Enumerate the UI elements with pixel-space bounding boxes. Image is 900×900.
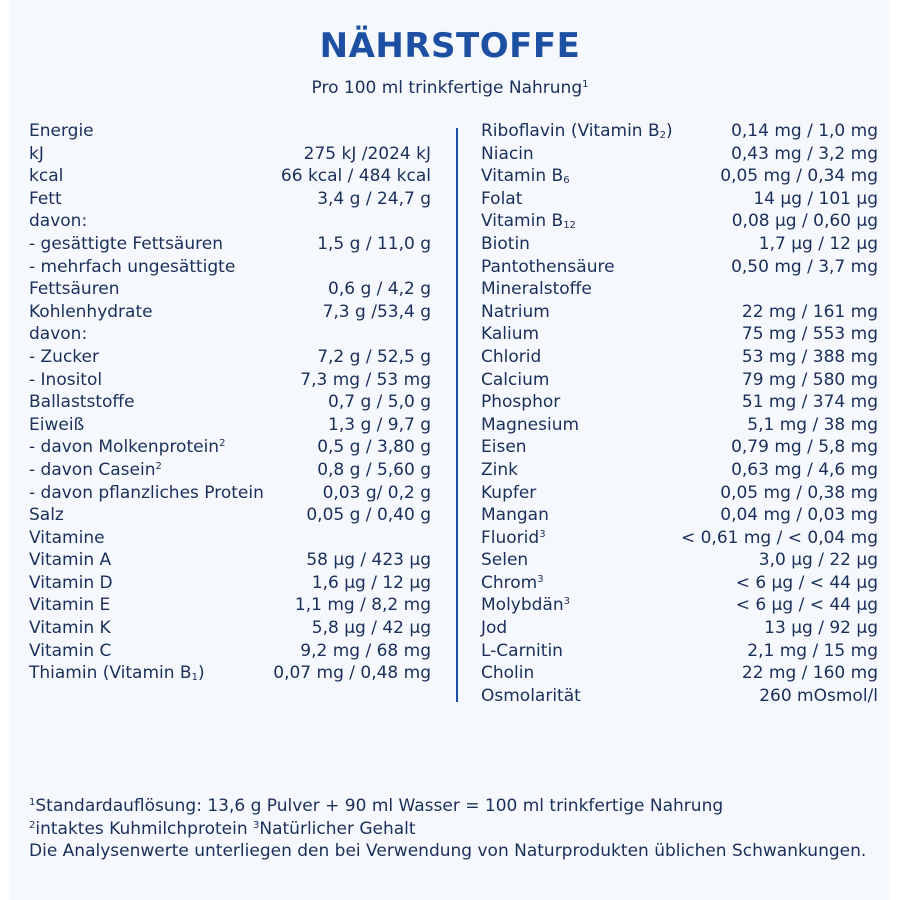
nutrient-name-suffix: )	[666, 121, 673, 141]
nutrient-name	[481, 346, 541, 369]
nutrient-value: 7,2 g / 52,5 g	[317, 346, 431, 367]
nutrient-value: 22 mg / 160 mg	[741, 663, 878, 684]
footnote-1-text: Standardauflösung: 13,6 g Pulver + 90 ml Wasser = 100 ml trinkfertige Nahrung	[35, 796, 724, 816]
nutrient-row	[481, 482, 878, 505]
nutrient-row	[481, 662, 878, 685]
footnote-mark: 2	[155, 460, 162, 472]
nutrient-name-text: Mineralstoffe	[481, 279, 592, 300]
nutrient-name-text: Natrium	[481, 301, 550, 322]
nutrient-name	[29, 617, 111, 640]
nutrient-name-text: Eisen	[481, 437, 527, 458]
footnote-2-mark: 2	[29, 819, 36, 831]
nutrient-row	[29, 436, 431, 459]
nutrient-value: 1,5 g / 11,0 g	[317, 233, 431, 254]
nutrient-name	[29, 210, 87, 233]
page-title: NÄHRSTOFFE	[319, 26, 581, 66]
nutrient-row	[29, 188, 431, 211]
nutrient-name	[481, 527, 546, 550]
nutrient-name	[29, 414, 84, 437]
nutrient-value: 13 µg / 92 µg	[764, 618, 878, 639]
nutrient-row	[29, 120, 431, 143]
nutrient-name-text: Riboflavin (Vitamin B	[481, 121, 660, 141]
nutrient-name-text: Mangan	[481, 505, 549, 526]
nutrient-name	[29, 549, 111, 572]
nutrient-name-text: - mehrfach ungesättigte	[29, 256, 236, 277]
subtitle-footnote-mark: 1	[582, 79, 589, 90]
nutrient-name-text: Vitamin B	[481, 211, 564, 232]
nutrient-row	[29, 640, 431, 663]
nutrient-value: 7,3 mg / 53 mg	[300, 369, 431, 390]
nutrient-name	[29, 662, 205, 685]
nutrient-value: 1,7 µg / 12 µg	[758, 233, 878, 254]
nutrient-name-text: Biotin	[481, 233, 530, 254]
nutrient-row	[481, 572, 878, 595]
footnote-3-text: Natürlicher Gehalt	[259, 818, 416, 839]
nutrient-value: 1,1 mg / 8,2 mg	[294, 595, 431, 616]
footnote-mark: 3	[539, 528, 546, 540]
nutrient-name-text: Vitamine	[29, 527, 105, 548]
nutrient-name-text: Vitamin A	[29, 550, 112, 571]
nutrient-name-text: - Zucker	[29, 346, 99, 367]
nutrient-name-text: kJ	[29, 143, 44, 164]
nutrient-name-text: Molybdän	[481, 595, 564, 616]
nutrient-value: 0,14 mg / 1,0 mg	[731, 121, 878, 141]
nutrient-value: 75 mg / 553 mg	[741, 324, 878, 345]
nutrient-name-text: - gesättigte Fettsäuren	[29, 233, 223, 254]
nutrient-name	[481, 459, 518, 482]
nutrient-name-text: Kupfer	[481, 482, 537, 503]
nutrient-row	[29, 572, 431, 595]
analysis-note: Die Analysenwerte unterliegen den bei Verwendung von Naturprodukten üblichen Schwankungen.	[29, 841, 867, 862]
nutrient-name	[481, 640, 563, 663]
nutrient-value: 1,3 g / 9,7 g	[328, 414, 431, 435]
nutrient-name	[481, 662, 534, 685]
nutrient-name	[29, 504, 64, 527]
nutrient-name-text: Kohlenhydrate	[29, 301, 153, 322]
footnote-mark: 3	[537, 573, 544, 585]
nutrient-value: 0,43 mg / 3,2 mg	[731, 143, 878, 164]
nutrient-value: 22 mg / 161 mg	[741, 301, 878, 322]
nutrient-row	[29, 210, 431, 233]
nutrient-value: 275 kJ /2024 kJ	[303, 143, 431, 164]
nutrient-name-text: Fett	[29, 188, 62, 209]
nutrient-name	[481, 278, 592, 301]
nutrient-value: 0,05 mg / 0,38 mg	[720, 482, 878, 503]
nutrient-name	[481, 436, 527, 459]
nutrient-name-text: Kalium	[481, 324, 540, 345]
nutrient-name	[29, 391, 135, 414]
nutrient-row	[29, 256, 431, 279]
nutrient-row	[481, 346, 878, 369]
nutrient-name-text: Vitamin B	[481, 166, 564, 187]
nutrient-name-text: Osmolarität	[481, 685, 581, 706]
nutrient-name	[481, 482, 536, 505]
nutrient-name-text: L-Carnitin	[481, 640, 563, 661]
footnote-mark: 3	[563, 596, 571, 608]
nutrient-name-text: Fettsäuren	[29, 279, 120, 300]
footnote-3-mark: 3	[253, 819, 260, 831]
nutrient-name-text: Calcium	[481, 369, 550, 390]
nutrient-name	[29, 301, 153, 324]
nutrient-name-text: Folat	[481, 188, 523, 209]
nutrient-name	[481, 414, 579, 437]
nutrient-name-text: Magnesium	[481, 414, 580, 435]
nutrient-name-text: Eiweiß	[29, 414, 85, 435]
nutrient-name-text: Jod	[481, 618, 508, 639]
nutrient-row	[29, 504, 431, 527]
nutrient-name	[481, 685, 581, 708]
nutrient-row	[481, 549, 878, 572]
nutrient-row	[481, 301, 878, 324]
nutrient-value: 0,63 mg / 4,6 mg	[731, 459, 878, 480]
nutrient-row	[481, 391, 878, 414]
nutrient-row	[29, 233, 431, 256]
nutrient-name-text: Vitamin K	[29, 618, 111, 639]
nutrient-row	[29, 391, 431, 414]
nutrient-value: 14 µg / 101 µg	[753, 188, 878, 209]
nutrient-value: < 0,61 mg / < 0,04 mg	[680, 527, 878, 548]
nutrient-name-text: Fluorid	[481, 527, 540, 548]
nutrient-name-text: Vitamin E	[29, 595, 111, 616]
nutrient-name	[29, 143, 44, 166]
nutrient-value: 260 mOsmol/l	[759, 685, 878, 706]
nutrient-row	[481, 414, 878, 437]
nutrient-name	[29, 278, 120, 301]
nutrient-row	[29, 278, 431, 301]
nutrient-name-text: Ballaststoffe	[29, 392, 135, 413]
nutrient-value: 0,08 µg / 0,60 µg	[731, 211, 878, 232]
nutrient-name	[481, 369, 549, 392]
nutrient-row	[29, 323, 431, 346]
nutrient-name	[481, 301, 550, 324]
nutrient-row	[481, 459, 878, 482]
nutrient-value: 3,0 µg / 22 µg	[758, 550, 878, 571]
page-subtitle	[0, 78, 900, 98]
nutrient-name-text: - davon Molkenprotein	[29, 437, 220, 458]
nutrient-row	[29, 165, 431, 188]
nutrient-row	[481, 323, 878, 346]
footnote-2-text: intaktes Kuhmilchprotein	[35, 818, 253, 839]
nutrient-row	[29, 301, 431, 324]
nutrient-value: 0,03 g/ 0,2 g	[322, 482, 431, 503]
nutrient-name	[481, 165, 570, 188]
subscript: 12	[563, 220, 576, 232]
nutrient-name-text: - Inositol	[29, 369, 103, 390]
nutrient-name-text: Zink	[481, 459, 518, 480]
nutrient-row	[481, 278, 878, 301]
nutrient-row	[29, 527, 431, 550]
nutrient-row	[29, 594, 431, 617]
nutrient-name-text: Vitamin C	[29, 640, 112, 661]
nutrient-value: 51 mg / 374 mg	[741, 392, 878, 413]
nutrient-name-text: Pantothensäure	[481, 256, 615, 277]
nutrient-row	[29, 369, 431, 392]
nutrient-name-text: Phosphor	[481, 392, 561, 413]
nutrient-value: < 6 µg / < 44 µg	[735, 572, 878, 593]
nutrient-row	[29, 482, 431, 505]
nutrient-value: < 6 µg / < 44 µg	[735, 595, 878, 616]
nutrient-value: 7,3 g /53,4 g	[322, 301, 431, 322]
nutrient-name	[481, 323, 539, 346]
nutrient-row	[481, 617, 878, 640]
subscript: 1	[191, 672, 198, 684]
nutrient-value: 5,1 mg / 38 mg	[747, 414, 878, 435]
nutrient-name	[481, 617, 507, 640]
nutrient-value: 0,5 g / 3,80 g	[317, 437, 431, 458]
nutrient-row	[29, 459, 431, 482]
nutrient-name	[29, 459, 162, 482]
footnotes	[29, 795, 879, 863]
nutrient-name	[29, 436, 225, 459]
nutrient-name-text: davon:	[29, 211, 88, 232]
nutrient-value: 0,50 mg / 3,7 mg	[731, 256, 878, 277]
nutrient-value: 5,8 µg / 42 µg	[311, 618, 431, 639]
nutrient-name	[29, 120, 94, 143]
nutrient-row	[29, 346, 431, 369]
nutrient-value: 58 µg / 423 µg	[306, 550, 431, 571]
nutrient-row	[29, 617, 431, 640]
footnote-2-3	[29, 818, 879, 841]
nutrient-name	[29, 346, 99, 369]
nutrient-column-left	[29, 120, 431, 685]
nutrient-value: 0,04 mg / 0,03 mg	[720, 505, 878, 526]
nutrient-name-text: kcal	[29, 166, 64, 187]
nutrient-name	[481, 256, 615, 279]
nutrient-name	[481, 504, 549, 527]
nutrient-value: 9,2 mg / 68 mg	[300, 640, 431, 661]
nutrient-row	[29, 143, 431, 166]
nutrient-name-text: Selen	[481, 550, 529, 571]
nutrient-name	[481, 549, 528, 572]
nutrient-name	[481, 188, 522, 211]
nutrient-row	[481, 143, 878, 166]
nutrient-value: 79 mg / 580 mg	[741, 369, 878, 390]
nutrient-value: 0,7 g / 5,0 g	[328, 392, 431, 413]
nutrient-name	[481, 143, 534, 166]
nutrient-row	[481, 685, 878, 708]
nutrient-row	[29, 549, 431, 572]
nutrient-row	[481, 640, 878, 663]
nutrient-row	[481, 436, 878, 459]
nutrient-value: 0,05 g / 0,40 g	[306, 505, 431, 526]
subscript: 2	[659, 130, 667, 141]
subtitle-text: Pro 100 ml trinkfertige Nahrung	[311, 78, 583, 98]
nutrient-column-right	[481, 120, 878, 707]
nutrient-name	[29, 640, 111, 663]
subscript: 6	[563, 175, 570, 187]
nutrient-name	[481, 391, 560, 414]
nutrient-name-text: Energie	[29, 121, 94, 141]
nutrient-value: 0,79 mg / 5,8 mg	[731, 437, 878, 458]
nutrient-name-text: - davon Casein	[29, 459, 156, 480]
nutrient-name	[481, 594, 570, 617]
nutrient-name-text: - davon pflanzliches Protein	[29, 482, 264, 503]
nutrient-row	[29, 662, 431, 685]
nutrient-name	[29, 256, 235, 279]
nutrient-name-text: Chlorid	[481, 346, 542, 367]
nutrient-name	[29, 482, 264, 505]
nutrient-name-text: davon:	[29, 324, 88, 345]
nutrient-name	[29, 527, 105, 550]
nutrient-value: 66 kcal / 484 kcal	[280, 166, 431, 187]
nutrient-name-text: Thiamin (Vitamin B	[29, 663, 192, 684]
nutrient-row	[481, 527, 878, 550]
footnote-1-mark: 1	[29, 797, 36, 808]
nutrient-name	[481, 233, 530, 256]
nutrient-name	[481, 210, 576, 233]
nutrient-row	[481, 594, 878, 617]
nutrient-row	[481, 188, 878, 211]
nutrient-name	[481, 120, 673, 143]
nutrient-value: 2,1 mg / 15 mg	[747, 640, 878, 661]
nutrient-name-text: Cholin	[481, 663, 535, 684]
column-divider	[456, 128, 458, 702]
nutrient-name	[29, 594, 110, 617]
nutrient-name	[481, 572, 544, 595]
footnote-1	[29, 795, 879, 818]
nutrient-value: 1,6 µg / 12 µg	[311, 572, 431, 593]
nutrient-name	[29, 369, 102, 392]
nutrient-row	[481, 233, 878, 256]
nutrient-name	[29, 165, 63, 188]
nutrient-value: 0,8 g / 5,60 g	[317, 459, 431, 480]
nutrient-row	[29, 414, 431, 437]
nutrient-value: 0,07 mg / 0,48 mg	[273, 663, 431, 684]
nutrient-name-text: Vitamin D	[29, 572, 113, 593]
nutrient-value: 0,05 mg / 0,34 mg	[720, 166, 878, 187]
nutrient-row	[481, 256, 878, 279]
nutrient-row	[481, 210, 878, 233]
nutrient-name-text: Chrom	[481, 572, 538, 593]
nutrient-name-suffix: )	[197, 663, 205, 684]
nutrient-name	[29, 188, 62, 211]
nutrient-row	[481, 504, 878, 527]
nutrient-row	[481, 369, 878, 392]
nutrient-name-text: Salz	[29, 505, 64, 526]
nutrient-name	[29, 233, 223, 256]
nutrient-value: 0,6 g / 4,2 g	[328, 279, 431, 300]
nutrient-name	[29, 323, 87, 346]
footnote-mark: 2	[219, 438, 226, 450]
nutrient-value: 53 mg / 388 mg	[741, 346, 878, 367]
nutrient-row	[481, 120, 878, 143]
nutrient-name	[29, 572, 113, 595]
nutrient-name-text: Niacin	[481, 143, 534, 164]
nutrient-value: 3,4 g / 24,7 g	[317, 188, 431, 209]
nutrient-row	[481, 165, 878, 188]
